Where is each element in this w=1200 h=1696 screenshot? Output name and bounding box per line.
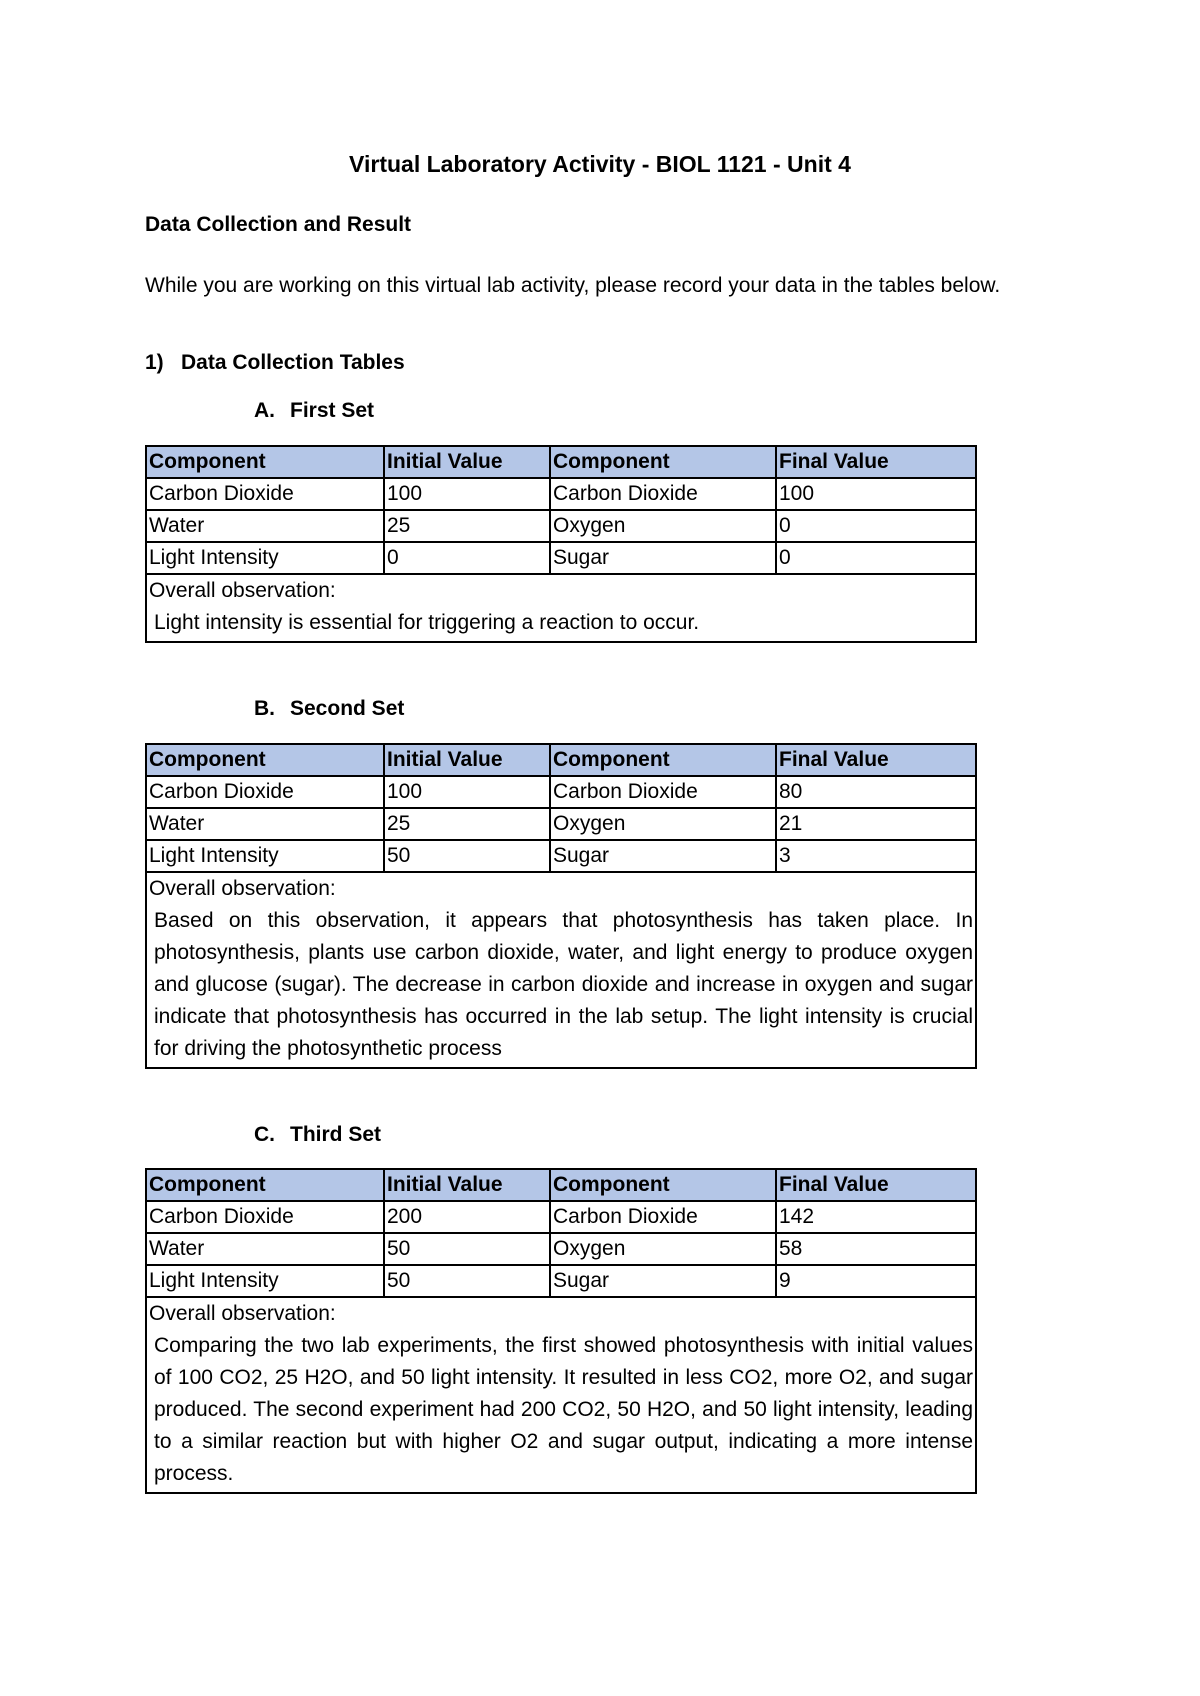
table-cell: 3 <box>776 840 976 872</box>
header-final-value: Final Value <box>776 1169 976 1201</box>
set-c-letter: C. <box>254 1123 275 1146</box>
table-cell: Carbon Dioxide <box>146 776 384 808</box>
table-cell: Carbon Dioxide <box>550 776 776 808</box>
table-cell: 200 <box>384 1201 550 1233</box>
table-cell: Sugar <box>550 1265 776 1297</box>
observation-text: Light intensity is essential for triggering a reaction to occur. <box>154 611 700 634</box>
table-cell: Light Intensity <box>146 1265 384 1297</box>
table-cell: Sugar <box>550 542 776 574</box>
table-cell: 142 <box>776 1201 976 1233</box>
table-row <box>146 542 976 574</box>
header-component: Component <box>146 1169 384 1201</box>
header-final-value: Final Value <box>776 446 976 478</box>
table-cell: Oxygen <box>550 510 776 542</box>
set-b-title: Second Set <box>290 697 405 720</box>
table-row <box>146 776 976 808</box>
table-cell: 100 <box>384 478 550 510</box>
table-cell: 80 <box>776 776 976 808</box>
header-component: Component <box>550 744 776 776</box>
table-row <box>146 510 976 542</box>
table-cell: 0 <box>776 510 976 542</box>
table-row <box>146 1233 976 1265</box>
header-component: Component <box>550 1169 776 1201</box>
set-b-letter: B. <box>254 697 275 720</box>
observation-text: Based on this observation, it appears that photosynthesis has taken place. In photosynthesis, plants use carbon dioxide, water, and light energy to produce oxygen and glucose (sugar). The decrease in carbon dioxide and increase in oxygen and sugar indicate that photosynthesis has occurred in the lab setup. The light intensity is crucial for driving the photosynthetic process <box>154 909 973 1060</box>
observation-label: Overall observation: <box>149 1302 336 1325</box>
observation-cell <box>146 872 976 1068</box>
set-c-table <box>145 1168 977 1494</box>
table-cell: 25 <box>384 808 550 840</box>
table-cell: 21 <box>776 808 976 840</box>
table-cell: Carbon Dioxide <box>550 1201 776 1233</box>
observation-row <box>146 574 976 642</box>
table-cell: 0 <box>776 542 976 574</box>
set-b-table <box>145 743 977 1069</box>
observation-label: Overall observation: <box>149 877 336 900</box>
heading-text: Data Collection Tables <box>181 351 405 374</box>
observation-cell <box>146 574 976 642</box>
table-row <box>146 840 976 872</box>
header-final-value: Final Value <box>776 744 976 776</box>
observation-row <box>146 872 976 1068</box>
table-row <box>146 478 976 510</box>
observation-label: Overall observation: <box>149 579 336 602</box>
observation-cell <box>146 1297 976 1493</box>
table-cell: 9 <box>776 1265 976 1297</box>
observation-text: Comparing the two lab experiments, the first showed photosynthesis with initial values of 100 CO2, 25 H2O, and 50 light intensity. It resulted in less CO2, more O2, and sugar produced. The second experiment had 200 CO2, 50 H2O, and 50 light intensity, leading to a similar reaction but with higher O2 and sugar output, indicating a more intense process. <box>154 1334 973 1485</box>
set-c-title: Third Set <box>290 1123 382 1146</box>
table-cell: 100 <box>384 776 550 808</box>
data-collection-heading <box>145 348 405 378</box>
table-cell: 50 <box>384 1265 550 1297</box>
table-header-row <box>146 744 976 776</box>
heading-number: 1) <box>145 351 164 374</box>
table-cell: 0 <box>384 542 550 574</box>
set-c-heading <box>254 1120 381 1150</box>
table-cell: Sugar <box>550 840 776 872</box>
table-cell: Carbon Dioxide <box>146 1201 384 1233</box>
table-row <box>146 1201 976 1233</box>
document-title: Virtual Laboratory Activity - BIOL 1121 - Unit 4 <box>349 151 851 177</box>
table-cell: Light Intensity <box>146 840 384 872</box>
table-cell: Water <box>146 1233 384 1265</box>
set-a-letter: A. <box>254 399 275 422</box>
header-component: Component <box>146 744 384 776</box>
table-cell: 50 <box>384 840 550 872</box>
header-initial-value: Initial Value <box>384 1169 550 1201</box>
table-cell: Water <box>146 510 384 542</box>
set-b-heading <box>254 694 404 724</box>
table-row <box>146 1265 976 1297</box>
table-cell: 50 <box>384 1233 550 1265</box>
table-cell: 100 <box>776 478 976 510</box>
table-row <box>146 808 976 840</box>
header-initial-value: Initial Value <box>384 744 550 776</box>
table-cell: Oxygen <box>550 808 776 840</box>
intro-paragraph: While you are working on this virtual lab activity, please record your data in the tables below. <box>145 274 1001 297</box>
table-cell: Water <box>146 808 384 840</box>
table-cell: 25 <box>384 510 550 542</box>
header-component: Component <box>146 446 384 478</box>
header-initial-value: Initial Value <box>384 446 550 478</box>
table-header-row <box>146 446 976 478</box>
table-cell: Carbon Dioxide <box>550 478 776 510</box>
set-a-table <box>145 445 977 643</box>
table-cell: Carbon Dioxide <box>146 478 384 510</box>
table-header-row <box>146 1169 976 1201</box>
table-cell: 58 <box>776 1233 976 1265</box>
table-cell: Oxygen <box>550 1233 776 1265</box>
set-a-heading <box>254 396 374 426</box>
set-a-title: First Set <box>290 399 375 422</box>
section-heading: Data Collection and Result <box>145 213 412 236</box>
observation-row <box>146 1297 976 1493</box>
header-component: Component <box>550 446 776 478</box>
table-cell: Light Intensity <box>146 542 384 574</box>
